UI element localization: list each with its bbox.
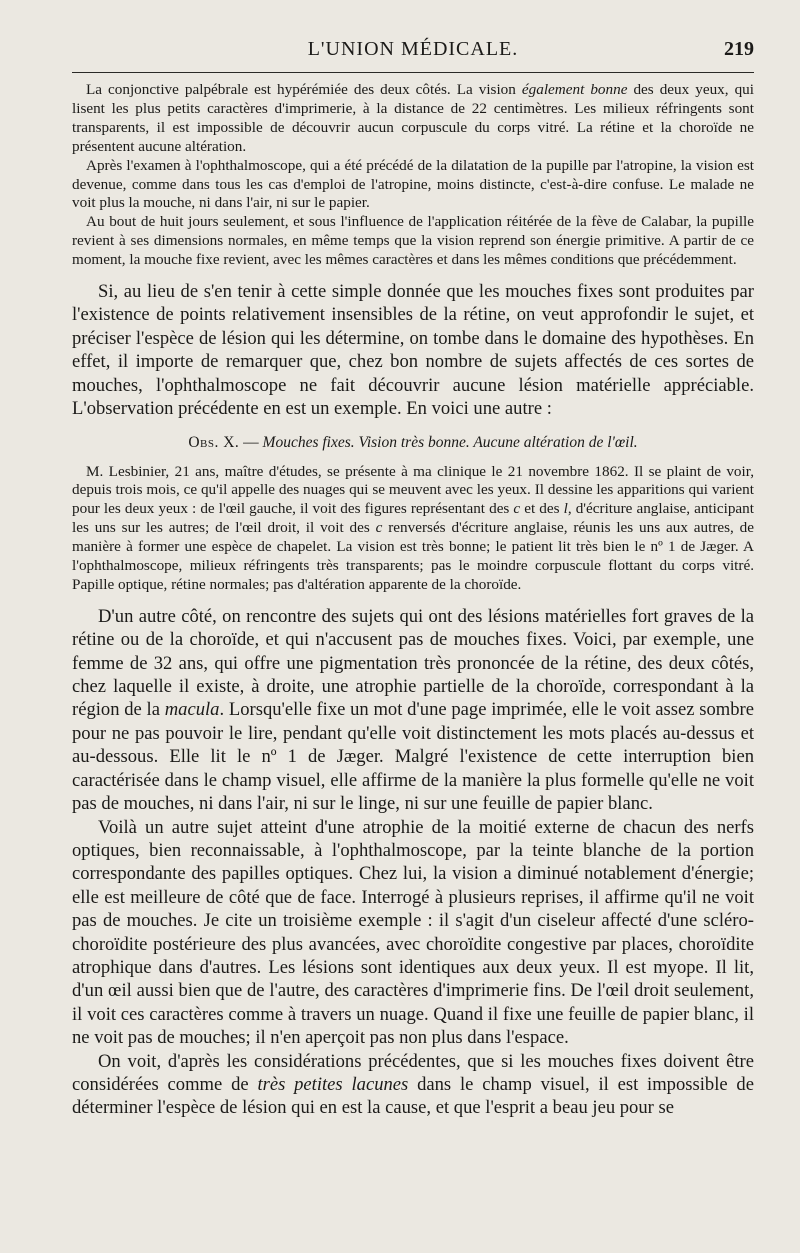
journal-title: L'UNION MÉDICALE. — [307, 38, 519, 60]
italic-text: macula — [164, 699, 220, 721]
observation-dash: — — [239, 433, 263, 451]
text-block-lower — [72, 463, 754, 1120]
text-run: Voilà un autre sujet atteint d'une atrophie de la moitié externe de chacun des nerfs optiques, bien reconnaissable, à l'ophthalmoscope, par la teinte blanche de la portion correspondante des papilles optiques. Chez lui, la vision a diminué notablement d'énergie; elle est meilleure de côté que de face. Interrogé à plusieurs reprises, il affirme qu'il ne voit pas de mouches. Je cite un troisième exemple : il s'agit d'un ciseleur affecté d'une scléro-choroïdite postérieure des plus avancées, avec choroïdite congestive par places, choroïdite atrophique dans d'autres. Les lésions sont identiques aux deux yeux. Il est myope. Il lit, d'un œil aussi bien que de l'autre, des caractères d'imprimerie fins. De l'œil droit seulement, il voit ces caractères comme à travers un nuage. Quand il fixe une feuille de papier blanc, il ne voit pas de mouches; il n'en aperçoit pas non plus dans l'espace. — [72, 816, 754, 1049]
paragraph — [72, 157, 754, 214]
observation-label: Obs. X. — [188, 433, 240, 451]
italic-text: très petites lacunes — [257, 1073, 409, 1095]
text-run: Au bout de huit jours seulement, et sous l'influence de l'application réitérée de la fève de Calabar, la pupille revient à ses dimensions normales, en même temps que la vision reprend son énergie primitive. A partir de ce moment, la mouche fixe revient, avec les mêmes caractères et dans les mêmes conditions que précédemment. — [72, 213, 754, 269]
text-run: On voit, d'après les considérations précédentes, que si les mouches fixes doivent être considérées comme de — [72, 1050, 754, 1095]
text-run: dans le champ visuel, il est impossible de déterminer l'espèce de lésion qui en est la cause, et que l'esprit a beau jeu pour se — [72, 1073, 754, 1119]
text-run: renversés d'écriture anglaise, réunis les uns aux autres, de manière à former une espèce de chapelet. La vision est très bonne; le patient lit très bien le nº 1 de Jæger. A l'ophthalmoscope, milieux réfringents très transparents; pas le moindre corpuscule flottant du corps vitré. Papille optique, rétine normales; pas d'altération apparente de la choroïde. — [72, 519, 755, 593]
paragraph — [72, 463, 754, 595]
italic-text: c — [513, 500, 521, 518]
italic-text: l — [563, 500, 568, 518]
text-run: . Lorsqu'elle fixe un mot d'une page imprimée, elle le voit assez sombre pour ne pas pouvoir le lire, pendant qu'elle voit distinctement les mots placés au-dessus et au-dessous. Elle lit le nº 1 de Jæger. Malgré l'existence de cette interruption bien caractérisée dans le champ visuel, elle affirme de la manière la plus formelle qu'elle ne voit pas de mouches, ni dans l'air, ni sur le linge, ni sur une feuille de papier blanc. — [72, 699, 754, 815]
running-head — [72, 38, 754, 68]
paragraph — [72, 1050, 754, 1120]
text-run: Après l'examen à l'ophthalmoscope, qui a été précédé de la dilatation de la pupille par l'atropine, la vision est devenue, comme dans tous les cas d'emploi de l'atropine, moins distincte, c'est-à-dire confuse. Le malade ne voit plus la mouche, ni dans l'air, ni sur le papier. — [72, 156, 754, 212]
observation-heading — [72, 433, 754, 453]
observation-title: Mouches fixes. Vision très bonne. Aucune altération de l'œil. — [262, 433, 638, 451]
paragraph — [72, 81, 754, 157]
paragraph — [72, 280, 754, 420]
text-run: La conjonctive palpébrale est hypérémiée des deux côtés. La vision — [86, 81, 522, 98]
text-run: D'un autre côté, on rencontre des sujets qui ont des lésions matérielles fort graves de la rétine ou de la choroïde, et qui n'accusent pas de mouches fixes. Voici, par exemple, une femme de 32 ans, qui offre une pigmentation très prononcée de la rétine, des deux côtés, chez laquelle il existe, à droite, une atrophie partielle de la choroïde, correspondant à la région de la — [72, 605, 754, 721]
page-number: 219 — [724, 38, 754, 60]
text-run: Si, au lieu de s'en tenir à cette simple donnée que les mouches fixes sont produites par l'existence de points relativement insensibles de la rétine, on veut approfondir le sujet, et préciser l'espèce de lésion qui les détermine, on tombe dans le domaine des hypothèses. En effet, il importe de remarquer que, chez bon nombre de sujets affectés de ces sortes de mouches, l'ophthalmoscope ne fait découvrir aucune lésion matérielle appréciable. L'observation précédente en est un exemple. En voici une autre : — [72, 281, 754, 420]
paragraph — [72, 605, 754, 816]
text-run: , d'écriture anglaise, anticipant les uns sur les autres; de l'œil droit, il voit des — [72, 500, 754, 537]
italic-text: également bonne — [521, 81, 628, 98]
text-run: et des — [520, 500, 564, 518]
text-run: M. Lesbinier, 21 ans, maître d'études, se présente à ma clinique le 21 novembre 1862. Il se plaint de voir, depuis trois mois, ce qu'il appelle des nuages qui se meuvent avec les yeux. Il dessine les apparitions qui varient pour les deux yeux : de l'œil gauche, il voit des figures représentant des — [72, 462, 754, 518]
italic-text: c — [375, 519, 383, 537]
text-run: des deux yeux, qui lisent les plus petits caractères d'imprimerie, à la distance de 22 centimètres. Les milieux réfringents sont transparents, il est impossible de découvrir aucun corpuscule du corps vitré. La rétine et la choroïde ne présentent aucune altération. — [72, 81, 754, 155]
header-rule — [72, 72, 754, 73]
paragraph — [72, 213, 754, 270]
text-block-upper — [72, 81, 754, 421]
paragraph — [72, 816, 754, 1050]
